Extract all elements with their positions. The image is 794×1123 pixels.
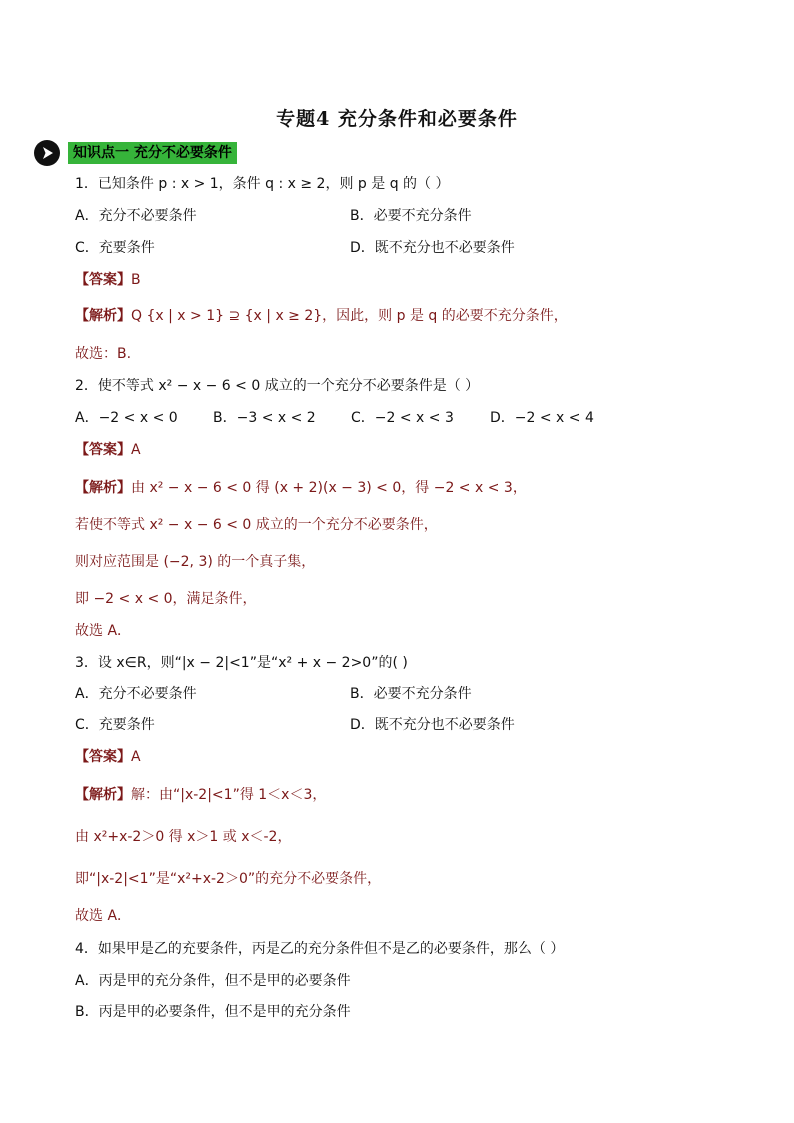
analysis-text: 解：由“|x-2|<1”得 1＜x＜3， — [131, 787, 327, 803]
question-1-option-d: D．既不充分也不必要条件 — [350, 240, 515, 256]
answer-value: A — [131, 442, 141, 458]
question-2-option-c: C．−2 < x < 3 — [351, 410, 454, 426]
question-3-option-c: C．充要条件 — [75, 717, 155, 733]
question-1-stem: 1．已知条件 p : x > 1，条件 q : x ≥ 2，则 p 是 q 的（ ） — [75, 176, 450, 192]
section-header — [34, 140, 237, 166]
answer-tag: 【答案】 — [75, 442, 131, 458]
question-3-analysis-2: 由 x²+x-2＞0 得 x＞1 或 x＜-2， — [75, 829, 292, 845]
question-2-option-b: B．−3 < x < 2 — [213, 410, 316, 426]
question-2-analysis-3: 则对应范围是 (−2, 3) 的一个真子集， — [75, 554, 316, 570]
analysis-text: 由 x² − x − 6 < 0 得 (x + 2)(x − 3) < 0，得 −2 < x < 3， — [131, 480, 527, 496]
question-4-stem: 4．如果甲是乙的充要条件，丙是乙的充分条件但不是乙的必要条件，那么（ ） — [75, 941, 565, 957]
answer-value: B — [131, 272, 141, 288]
question-4-option-a: A．丙是甲的充分条件，但不是甲的必要条件 — [75, 973, 351, 989]
question-3-option-b: B．必要不充分条件 — [350, 686, 472, 702]
question-1-answer — [75, 270, 141, 290]
question-2-option-a: A．−2 < x < 0 — [75, 410, 178, 426]
analysis-tag: 【解析】 — [75, 787, 131, 803]
question-3-stem: 3．设 x∈R，则“|x − 2|<1”是“x² + x − 2>0”的( ) — [75, 655, 408, 671]
question-2-analysis-4: 即 −2 < x < 0，满足条件， — [75, 591, 257, 607]
question-1-option-b: B．必要不充分条件 — [350, 208, 472, 224]
analysis-tag: 【解析】 — [75, 480, 131, 496]
question-3-analysis-1 — [75, 785, 326, 805]
question-3-conclusion: 故选 A． — [75, 908, 132, 924]
question-3-option-a: A．充分不必要条件 — [75, 686, 197, 702]
question-3-option-d: D．既不充分也不必要条件 — [350, 717, 515, 733]
answer-tag: 【答案】 — [75, 749, 131, 765]
question-4-option-b: B．丙是甲的必要条件，但不是甲的充分条件 — [75, 1004, 351, 1020]
question-1-analysis — [75, 306, 568, 326]
question-1-option-c: C．充要条件 — [75, 240, 155, 256]
question-3-analysis-3: 即“|x-2|<1”是“x²+x-2＞0”的充分不必要条件， — [75, 871, 382, 887]
question-2-analysis-1 — [75, 478, 527, 498]
page-title: 专题4 充分条件和必要条件 — [276, 108, 518, 130]
question-2-analysis-2: 若使不等式 x² − x − 6 < 0 成立的一个充分不必要条件， — [75, 517, 438, 533]
section-label: 知识点一 充分不必要条件 — [68, 142, 237, 164]
question-2-answer — [75, 440, 141, 460]
question-2-stem: 2．使不等式 x² − x − 6 < 0 成立的一个充分不必要条件是（ ） — [75, 378, 480, 394]
question-2-conclusion: 故选 A． — [75, 623, 132, 639]
question-1-option-a: A．充分不必要条件 — [75, 208, 197, 224]
analysis-tag: 【解析】 — [75, 308, 131, 324]
analysis-text: Q {x | x > 1} ⊇ {x | x ≥ 2}，因此，则 p 是 q 的必要不充分条件， — [131, 308, 568, 324]
answer-value: A — [131, 749, 141, 765]
question-3-answer — [75, 747, 141, 767]
answer-tag: 【答案】 — [75, 272, 131, 288]
question-2-option-d: D．−2 < x < 4 — [490, 410, 594, 426]
play-circle-icon — [34, 140, 60, 166]
question-1-conclusion: 故选：B. — [75, 346, 132, 362]
